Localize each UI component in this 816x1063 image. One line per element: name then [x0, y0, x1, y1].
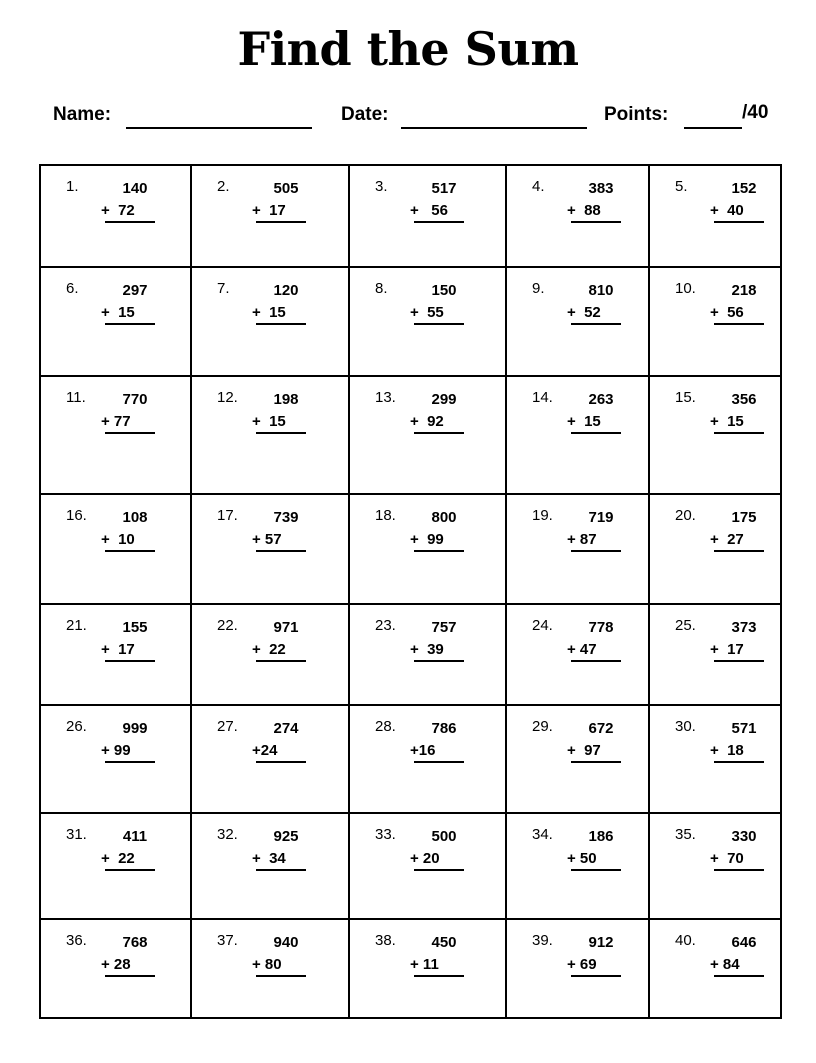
second-addend: + 77	[101, 413, 131, 430]
first-addend: 940	[273, 934, 299, 951]
first-addend: 152	[731, 180, 757, 197]
sum-line	[414, 432, 464, 434]
problem-number: 19.	[532, 507, 553, 524]
problem-number: 33.	[375, 826, 396, 843]
problem-number: 26.	[66, 718, 87, 735]
second-addend: + 40	[710, 202, 744, 219]
problem-cell[interactable]	[505, 493, 648, 603]
sum-line	[414, 323, 464, 325]
sum-line	[414, 660, 464, 662]
second-addend: + 22	[101, 850, 135, 867]
sum-line	[571, 975, 621, 977]
second-addend: + 34	[252, 850, 286, 867]
sum-line	[256, 975, 306, 977]
problem-number: 30.	[675, 718, 696, 735]
sum-line	[105, 432, 155, 434]
problem-cell[interactable]	[348, 603, 505, 704]
first-addend: 198	[273, 391, 299, 408]
second-addend: + 84	[710, 956, 740, 973]
date-blank[interactable]	[401, 127, 587, 129]
problem-number: 15.	[675, 389, 696, 406]
first-addend: 356	[731, 391, 757, 408]
problem-cell[interactable]	[348, 812, 505, 918]
problem-cell[interactable]	[505, 603, 648, 704]
sum-line	[714, 432, 764, 434]
sum-line	[256, 221, 306, 223]
worksheet-title: Find the Sum	[237, 22, 579, 76]
sum-line	[571, 869, 621, 871]
problem-number: 9.	[532, 280, 545, 297]
problem-cell[interactable]	[505, 918, 648, 1019]
problem-number: 11.	[66, 389, 86, 406]
sum-line	[256, 761, 306, 763]
first-addend: 719	[588, 509, 614, 526]
problem-cell[interactable]	[648, 918, 782, 1019]
problem-number: 10.	[675, 280, 696, 297]
second-addend: +24	[252, 742, 278, 759]
second-addend: + 69	[567, 956, 597, 973]
problem-cell[interactable]	[348, 493, 505, 603]
problem-cell[interactable]	[39, 704, 190, 812]
sum-line	[571, 761, 621, 763]
sum-line	[571, 550, 621, 552]
first-addend: 186	[588, 828, 614, 845]
problem-cell[interactable]	[648, 812, 782, 918]
first-addend: 571	[731, 720, 757, 737]
sum-line	[714, 761, 764, 763]
name-blank[interactable]	[126, 127, 312, 129]
second-addend: + 97	[567, 742, 601, 759]
second-addend: + 17	[101, 641, 135, 658]
problem-cell[interactable]	[648, 493, 782, 603]
first-addend: 274	[273, 720, 299, 737]
second-addend: + 88	[567, 202, 601, 219]
second-addend: + 17	[252, 202, 286, 219]
second-addend: + 15	[710, 413, 744, 430]
problem-number: 37.	[217, 932, 238, 949]
second-addend: + 57	[252, 531, 282, 548]
problem-cell[interactable]	[190, 704, 348, 812]
sum-line	[105, 221, 155, 223]
problem-number: 18.	[375, 507, 396, 524]
points-label: Points:	[604, 104, 669, 125]
problem-number: 3.	[375, 178, 388, 195]
second-addend: + 15	[101, 304, 135, 321]
first-addend: 999	[122, 720, 148, 737]
sum-line	[256, 550, 306, 552]
problem-number: 6.	[66, 280, 79, 297]
name-label: Name:	[53, 104, 112, 125]
sum-line	[105, 550, 155, 552]
problem-cell[interactable]	[39, 918, 190, 1019]
sum-line	[571, 221, 621, 223]
sum-line	[714, 550, 764, 552]
problem-cell[interactable]	[39, 164, 190, 266]
first-addend: 971	[273, 619, 299, 636]
problem-number: 31.	[66, 826, 87, 843]
first-addend: 810	[588, 282, 614, 299]
first-addend: 297	[122, 282, 148, 299]
problem-cell[interactable]	[505, 266, 648, 375]
sum-line	[256, 869, 306, 871]
problem-number: 20.	[675, 507, 696, 524]
problem-number: 22.	[217, 617, 238, 634]
date-label: Date:	[341, 104, 389, 125]
first-addend: 175	[731, 509, 757, 526]
problem-cell[interactable]	[505, 704, 648, 812]
first-addend: 373	[731, 619, 757, 636]
problem-number: 23.	[375, 617, 396, 634]
problem-cell[interactable]	[39, 603, 190, 704]
sum-line	[414, 221, 464, 223]
first-addend: 330	[731, 828, 757, 845]
sum-line	[714, 660, 764, 662]
sum-line	[256, 432, 306, 434]
problem-cell[interactable]	[39, 375, 190, 493]
sum-line	[256, 323, 306, 325]
first-addend: 140	[122, 180, 148, 197]
second-addend: + 99	[101, 742, 131, 759]
second-addend: + 47	[567, 641, 597, 658]
sum-line	[414, 550, 464, 552]
second-addend: + 56	[410, 202, 448, 219]
problem-number: 4.	[532, 178, 545, 195]
sum-line	[256, 660, 306, 662]
problem-number: 36.	[66, 932, 87, 949]
second-addend: + 80	[252, 956, 282, 973]
sum-line	[105, 761, 155, 763]
second-addend: +16	[410, 742, 436, 759]
problem-cell[interactable]	[348, 918, 505, 1019]
problem-cell[interactable]	[348, 704, 505, 812]
first-addend: 739	[273, 509, 299, 526]
problem-cell[interactable]	[190, 164, 348, 266]
second-addend: + 72	[101, 202, 135, 219]
second-addend: + 99	[410, 531, 444, 548]
problem-cell[interactable]	[348, 164, 505, 266]
second-addend: + 92	[410, 413, 444, 430]
problem-cell[interactable]	[648, 266, 782, 375]
first-addend: 450	[431, 934, 457, 951]
problem-number: 39.	[532, 932, 553, 949]
sum-line	[414, 975, 464, 977]
problem-cell[interactable]	[190, 812, 348, 918]
problem-number: 27.	[217, 718, 238, 735]
sum-line	[714, 323, 764, 325]
problem-cell[interactable]	[648, 704, 782, 812]
first-addend: 383	[588, 180, 614, 197]
problem-number: 38.	[375, 932, 396, 949]
first-addend: 646	[731, 934, 757, 951]
problem-cell[interactable]	[648, 164, 782, 266]
problem-number: 5.	[675, 178, 688, 195]
second-addend: + 55	[410, 304, 444, 321]
second-addend: + 15	[567, 413, 601, 430]
first-addend: 757	[431, 619, 457, 636]
problem-number: 16.	[66, 507, 87, 524]
problem-cell[interactable]	[348, 375, 505, 493]
sum-line	[571, 323, 621, 325]
header-fields	[0, 100, 816, 134]
problem-cell[interactable]	[39, 493, 190, 603]
sum-line	[571, 432, 621, 434]
first-addend: 500	[431, 828, 457, 845]
problem-number: 21.	[66, 617, 87, 634]
problem-number: 25.	[675, 617, 696, 634]
sum-line	[714, 869, 764, 871]
first-addend: 925	[273, 828, 299, 845]
problem-number: 34.	[532, 826, 553, 843]
first-addend: 517	[431, 180, 457, 197]
second-addend: + 56	[710, 304, 744, 321]
sum-line	[105, 869, 155, 871]
first-addend: 768	[122, 934, 148, 951]
problem-cell[interactable]	[348, 266, 505, 375]
second-addend: + 20	[410, 850, 440, 867]
problem-cell[interactable]	[190, 918, 348, 1019]
problem-number: 35.	[675, 826, 696, 843]
problem-number: 40.	[675, 932, 696, 949]
problem-number: 2.	[217, 178, 230, 195]
sum-line	[414, 761, 464, 763]
sum-line	[105, 323, 155, 325]
problem-cell[interactable]	[190, 493, 348, 603]
second-addend: + 87	[567, 531, 597, 548]
problem-number: 12.	[217, 389, 238, 406]
second-addend: + 50	[567, 850, 597, 867]
problem-cell[interactable]	[648, 603, 782, 704]
problem-cell[interactable]	[648, 375, 782, 493]
problem-cell[interactable]	[39, 266, 190, 375]
second-addend: + 15	[252, 304, 286, 321]
problem-number: 28.	[375, 718, 396, 735]
problem-cell[interactable]	[505, 375, 648, 493]
problem-cell[interactable]	[39, 812, 190, 918]
second-addend: + 18	[710, 742, 744, 759]
problem-number: 13.	[375, 389, 396, 406]
first-addend: 150	[431, 282, 457, 299]
first-addend: 800	[431, 509, 457, 526]
problem-cell[interactable]	[505, 164, 648, 266]
first-addend: 770	[122, 391, 148, 408]
sum-line	[714, 221, 764, 223]
problem-number: 8.	[375, 280, 388, 297]
sum-line	[414, 869, 464, 871]
problem-number: 1.	[66, 178, 79, 195]
first-addend: 505	[273, 180, 299, 197]
problem-number: 32.	[217, 826, 238, 843]
problem-number: 14.	[532, 389, 553, 406]
second-addend: + 27	[710, 531, 744, 548]
problem-number: 7.	[217, 280, 230, 297]
second-addend: + 22	[252, 641, 286, 658]
first-addend: 108	[122, 509, 148, 526]
first-addend: 672	[588, 720, 614, 737]
second-addend: + 15	[252, 413, 286, 430]
second-addend: + 17	[710, 641, 744, 658]
problem-cell[interactable]	[190, 375, 348, 493]
problem-number: 24.	[532, 617, 553, 634]
first-addend: 299	[431, 391, 457, 408]
problem-cell[interactable]	[190, 603, 348, 704]
sum-line	[105, 975, 155, 977]
second-addend: + 28	[101, 956, 131, 973]
first-addend: 218	[731, 282, 757, 299]
first-addend: 778	[588, 619, 614, 636]
points-total: /40	[742, 102, 769, 123]
first-addend: 786	[431, 720, 457, 737]
second-addend: + 11	[410, 956, 439, 973]
problem-number: 29.	[532, 718, 553, 735]
sum-line	[571, 660, 621, 662]
second-addend: + 70	[710, 850, 744, 867]
first-addend: 263	[588, 391, 614, 408]
second-addend: + 39	[410, 641, 444, 658]
points-blank[interactable]	[684, 127, 742, 129]
second-addend: + 52	[567, 304, 601, 321]
first-addend: 411	[122, 828, 148, 845]
problem-cell[interactable]	[505, 812, 648, 918]
problem-number: 17.	[217, 507, 238, 524]
problem-cell[interactable]	[190, 266, 348, 375]
second-addend: + 10	[101, 531, 135, 548]
sum-line	[105, 660, 155, 662]
first-addend: 912	[588, 934, 614, 951]
first-addend: 155	[122, 619, 148, 636]
sum-line	[714, 975, 764, 977]
first-addend: 120	[273, 282, 299, 299]
